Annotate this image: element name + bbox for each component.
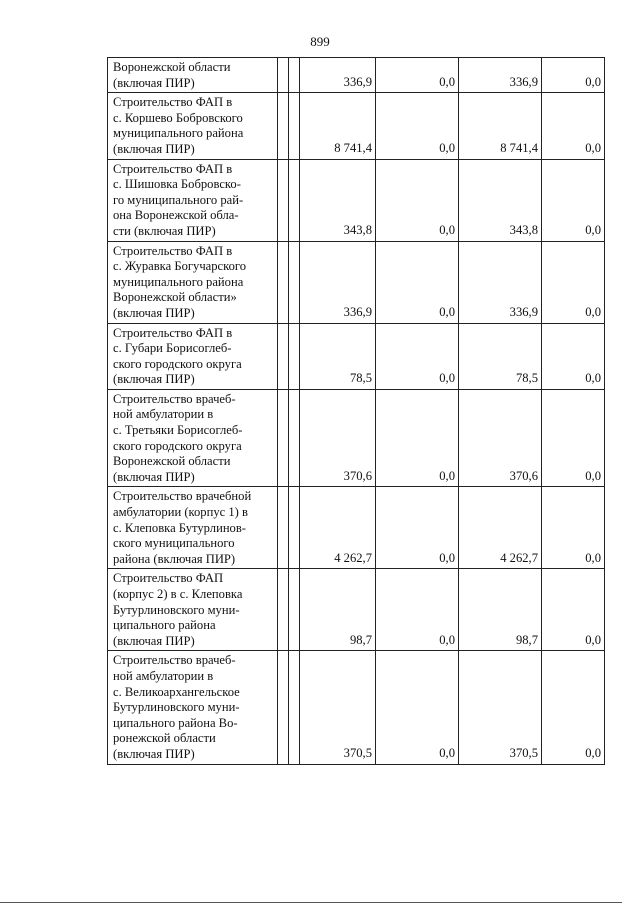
object-name-line: Строительство врачебной [113, 489, 252, 504]
amount-cell-4: 0,0 [542, 241, 605, 323]
object-name-line: Воронежской области [113, 454, 231, 469]
amount-cell-4: 0,0 [542, 93, 605, 159]
amount-cell-2: 0,0 [376, 241, 459, 323]
object-name-line: го муниципального рай- [113, 192, 244, 207]
amount-cell-1: 336,9 [300, 241, 376, 323]
object-name-line: с. Губари Борисоглеб- [113, 341, 232, 356]
object-name-line: (включая ПИР) [113, 141, 195, 156]
object-name-line: ципального района Во- [113, 715, 238, 730]
object-name-line: Воронежской области [113, 60, 231, 74]
empty-cell [289, 569, 300, 651]
table-row [108, 241, 605, 323]
amount-cell-3: 343,8 [459, 159, 542, 241]
amount-cell-2: 0,0 [376, 651, 459, 764]
object-name-cell [108, 389, 278, 487]
object-name-cell [108, 569, 278, 651]
empty-cell [289, 93, 300, 159]
object-name-line: с. Шишовка Бобровско- [113, 177, 241, 192]
amount-cell-3: 78,5 [459, 323, 542, 389]
object-name-cell [108, 651, 278, 764]
object-name-line: она Воронежской обла- [113, 208, 239, 223]
empty-cell [278, 93, 289, 159]
object-name-line: ского городского округа [113, 438, 242, 453]
amount-cell-3: 336,9 [459, 58, 542, 93]
object-name-line: ронежской области [113, 731, 216, 746]
empty-cell [278, 651, 289, 764]
object-name-line: (включая ПИР) [113, 746, 195, 761]
empty-cell [289, 323, 300, 389]
amount-cell-1: 98,7 [300, 569, 376, 651]
amount-cell-3: 370,5 [459, 651, 542, 764]
object-name-line: (включая ПИР) [113, 305, 195, 320]
object-name-line: ского городского округа [113, 356, 242, 371]
object-name-line: Бутурлиновского муни- [113, 700, 240, 715]
table-row [108, 159, 605, 241]
amount-cell-3: 98,7 [459, 569, 542, 651]
object-name-line: (включая ПИР) [113, 372, 195, 387]
table-body [108, 58, 605, 765]
empty-cell [278, 241, 289, 323]
amount-cell-2: 0,0 [376, 569, 459, 651]
empty-cell [289, 487, 300, 569]
empty-cell [289, 389, 300, 487]
amount-cell-1: 78,5 [300, 323, 376, 389]
amount-cell-1: 343,8 [300, 159, 376, 241]
object-name-line: Строительство ФАП в [113, 325, 233, 340]
object-name-line: с. Третьяки Борисоглеб- [113, 423, 243, 438]
amount-cell-4: 0,0 [542, 159, 605, 241]
table-row [108, 58, 605, 93]
table-row [108, 389, 605, 487]
amount-cell-2: 0,0 [376, 58, 459, 93]
object-name-cell [108, 159, 278, 241]
object-name-line: (включая ПИР) [113, 469, 195, 484]
amount-cell-4: 0,0 [542, 487, 605, 569]
table-row [108, 323, 605, 389]
object-name-line: Воронежской области» [113, 290, 237, 305]
amount-cell-3: 4 262,7 [459, 487, 542, 569]
object-name-line: Строительство ФАП [113, 571, 224, 586]
amount-cell-1: 370,6 [300, 389, 376, 487]
amount-cell-2: 0,0 [376, 159, 459, 241]
object-name-line: Строительство ФАП в [113, 243, 233, 258]
amount-cell-1: 370,5 [300, 651, 376, 764]
object-name-line: ной амбулатории в [113, 407, 214, 422]
empty-cell [289, 241, 300, 323]
object-name-line: муниципального района [113, 274, 244, 289]
object-name-line: ципального района [113, 618, 216, 633]
amount-cell-4: 0,0 [542, 569, 605, 651]
amount-cell-4: 0,0 [542, 389, 605, 487]
budget-table [107, 57, 605, 765]
object-name-line: ной амбулатории в [113, 668, 214, 683]
object-name-line: ского муниципального [113, 536, 235, 551]
object-name-line: с. Журавка Богучарского [113, 259, 247, 274]
object-name-cell [108, 93, 278, 159]
amount-cell-1: 336,9 [300, 58, 376, 93]
object-name-line: с. Коршево Бобровского [113, 110, 243, 125]
amount-cell-2: 0,0 [376, 389, 459, 487]
object-name-line: с. Клеповка Бутурлинов- [113, 520, 246, 535]
object-name-line: сти (включая ПИР) [113, 223, 216, 238]
table-row [108, 487, 605, 569]
empty-cell [289, 651, 300, 764]
object-name-line: (включая ПИР) [113, 633, 195, 648]
object-name-cell [108, 241, 278, 323]
object-name-line: муниципального района [113, 126, 244, 141]
empty-cell [278, 58, 289, 93]
empty-cell [289, 58, 300, 93]
table-row [108, 93, 605, 159]
object-name-cell [108, 58, 278, 93]
object-name-cell [108, 487, 278, 569]
amount-cell-2: 0,0 [376, 93, 459, 159]
amount-cell-1: 8 741,4 [300, 93, 376, 159]
object-name-line: (включая ПИР) [113, 75, 195, 90]
empty-cell [278, 569, 289, 651]
object-name-line: Бутурлиновского муни- [113, 602, 240, 617]
empty-cell [278, 487, 289, 569]
footer-rule [0, 902, 622, 903]
amount-cell-4: 0,0 [542, 651, 605, 764]
empty-cell [278, 323, 289, 389]
object-name-line: Строительство врачеб- [113, 653, 236, 668]
table-row [108, 651, 605, 764]
object-name-line: Строительство врачеб- [113, 391, 236, 406]
empty-cell [278, 389, 289, 487]
amount-cell-2: 0,0 [376, 487, 459, 569]
amount-cell-3: 370,6 [459, 389, 542, 487]
amount-cell-4: 0,0 [542, 323, 605, 389]
amount-cell-2: 0,0 [376, 323, 459, 389]
empty-cell [289, 159, 300, 241]
object-name-line: амбулатории (корпус 1) в [113, 505, 248, 520]
object-name-cell [108, 323, 278, 389]
empty-cell [278, 159, 289, 241]
page-number: 899 [310, 34, 330, 49]
table-row [108, 569, 605, 651]
amount-cell-3: 8 741,4 [459, 93, 542, 159]
object-name-line: (корпус 2) в с. Клеповка [113, 587, 243, 601]
object-name-line: с. Великоархангельское [113, 684, 240, 699]
amount-cell-4: 0,0 [542, 58, 605, 93]
object-name-line: района (включая ПИР) [113, 551, 236, 566]
object-name-line: Строительство ФАП в [113, 95, 233, 110]
amount-cell-1: 4 262,7 [300, 487, 376, 569]
amount-cell-3: 336,9 [459, 241, 542, 323]
object-name-line: Строительство ФАП в [113, 161, 233, 176]
